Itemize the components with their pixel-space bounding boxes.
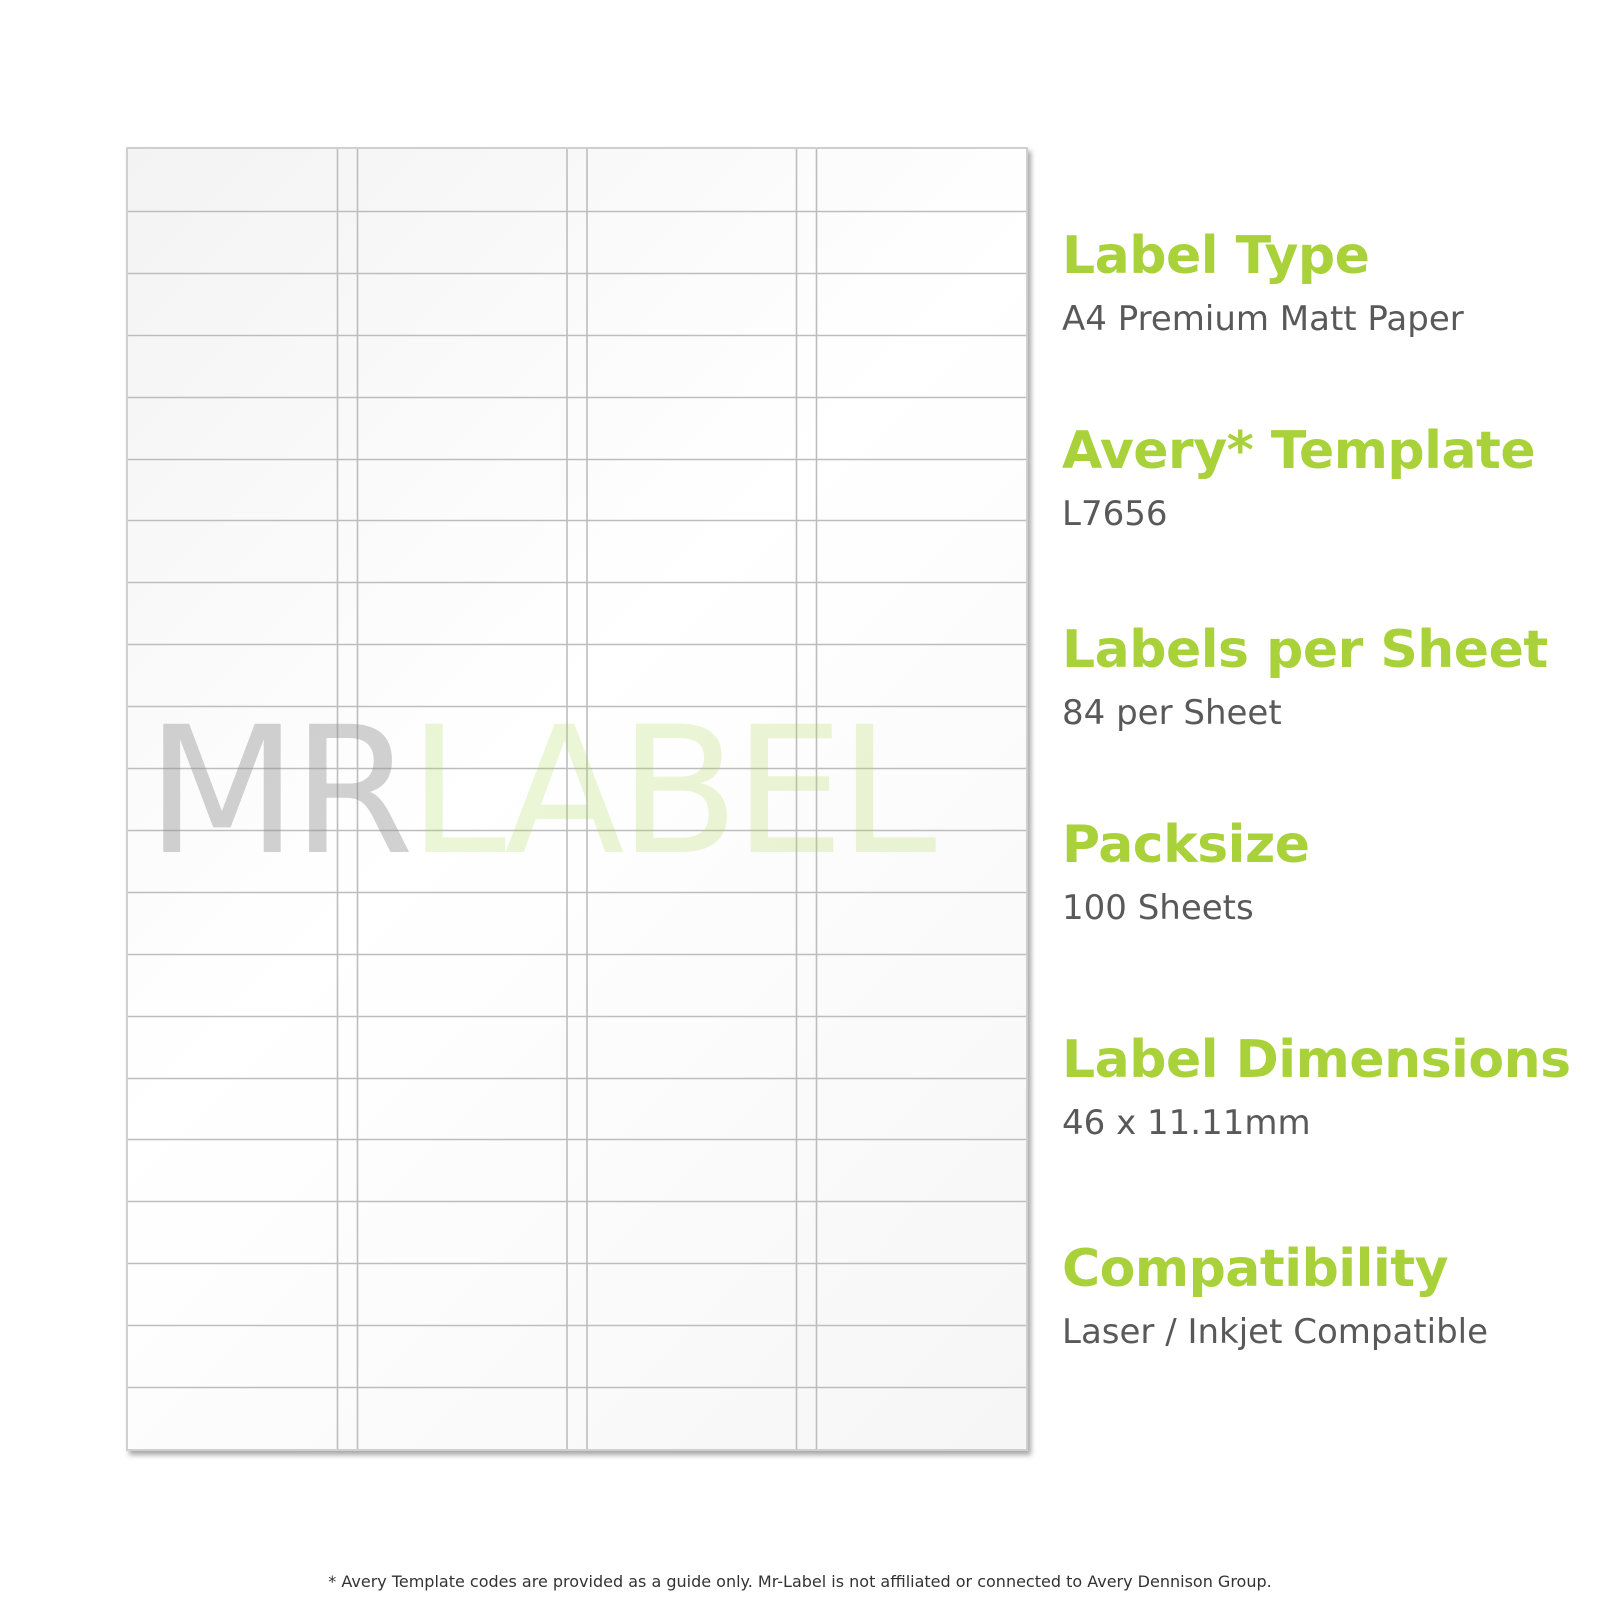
watermark-part-label: LABEL	[408, 689, 931, 894]
label-sheet-preview	[126, 147, 1028, 1451]
spec-value-packsize: 100 Sheets	[1062, 888, 1254, 929]
watermark-part-mr: MR	[146, 689, 409, 894]
disclaimer-footnote: * Avery Template codes are provided as a guide only. Mr-Label is not affiliated or connected to Avery Dennison Group.	[328, 1572, 1272, 1591]
spec-title-packsize: Packsize	[1062, 815, 1310, 875]
spec-value-label-type: A4 Premium Matt Paper	[1062, 299, 1464, 340]
spec-packsize	[1062, 817, 1582, 928]
spec-value-labels-per-sheet: 84 per Sheet	[1062, 693, 1282, 734]
spec-label-type	[1062, 228, 1582, 339]
spec-labels-per-sheet	[1062, 622, 1582, 733]
spec-title-label-type: Label Type	[1062, 226, 1370, 286]
brand-watermark	[146, 689, 931, 894]
spec-value-compatibility: Laser / Inkjet Compatible	[1062, 1312, 1489, 1353]
spec-title-label-dimensions: Label Dimensions	[1062, 1030, 1571, 1090]
spec-value-label-dimensions: 46 x 11.11mm	[1062, 1103, 1311, 1144]
spec-title-compatibility: Compatibility	[1062, 1239, 1449, 1299]
spec-compatibility	[1062, 1241, 1582, 1352]
spec-title-avery-template: Avery* Template	[1062, 421, 1536, 481]
spec-label-dimensions	[1062, 1032, 1582, 1143]
spec-avery-template	[1062, 423, 1582, 534]
spec-value-avery-template: L7656	[1062, 494, 1168, 535]
spec-title-labels-per-sheet: Labels per Sheet	[1062, 620, 1548, 680]
